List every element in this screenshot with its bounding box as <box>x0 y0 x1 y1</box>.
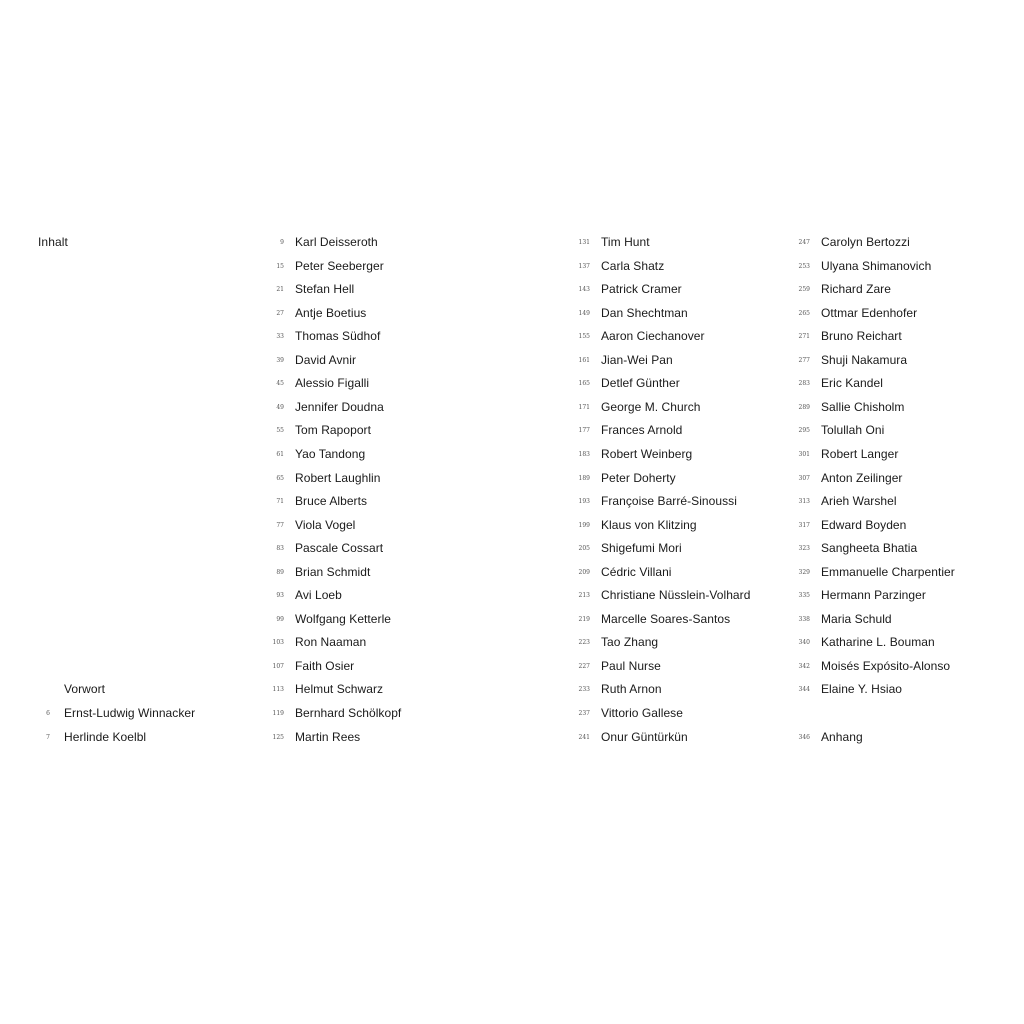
toc-page-number: 71 <box>276 498 284 506</box>
toc-entry-name: Antje Boetius <box>295 305 367 320</box>
toc-page-number: 125 <box>272 733 284 741</box>
toc-page-number: 301 <box>798 450 810 458</box>
toc-entry-name: Arieh Warshel <box>821 494 897 509</box>
toc-entry-name: Bruce Alberts <box>295 494 368 509</box>
toc-page-number: 344 <box>798 686 810 694</box>
toc-entry-name: Christiane Nüsslein-Volhard <box>601 588 751 603</box>
toc-page-number: 253 <box>798 262 810 270</box>
toc-page-number: 283 <box>798 380 810 388</box>
toc-entry-name: Klaus von Klitzing <box>601 517 697 532</box>
toc-page-number: 193 <box>578 498 590 506</box>
toc-entry-name: Tao Zhang <box>601 635 659 650</box>
toc-page-number: 205 <box>578 545 590 553</box>
toc-page-number: 237 <box>578 710 590 717</box>
toc-page-number: 213 <box>578 592 590 600</box>
toc-page-number: 295 <box>798 427 810 435</box>
toc-page-number: 77 <box>276 521 284 529</box>
toc-page-number: 227 <box>578 662 590 670</box>
toc-page-number: 55 <box>276 427 284 435</box>
toc-entry-name: Jian-Wei Pan <box>601 352 673 367</box>
toc-entry-name: Herlinde Koelbl <box>64 729 147 744</box>
toc-entry-name: Tolullah Oni <box>821 423 885 438</box>
toc-entry-name: Shigefumi Mori <box>601 541 682 556</box>
toc-entry-name: Onur Güntürkün <box>601 729 688 744</box>
toc-entry-name: Bernhard Schölkopf <box>295 706 402 720</box>
toc-entry-name: Wolfgang Ketterle <box>295 611 392 626</box>
toc-entry-name: Helmut Schwarz <box>295 682 384 697</box>
toc-entry-name: Ron Naaman <box>295 635 367 650</box>
toc-entry-name: Brian Schmidt <box>295 564 371 579</box>
toc-page-number: 89 <box>276 568 284 576</box>
toc-entry-name: Aaron Ciechanover <box>601 329 705 344</box>
toc-entry-name: David Avnir <box>295 352 357 367</box>
toc-entry-name: Marcelle Soares-Santos <box>601 611 731 626</box>
toc-entry-name: Yao Tandong <box>295 446 366 461</box>
toc-entry-name: Patrick Cramer <box>601 282 682 297</box>
toc-entry-name: Avi Loeb <box>295 588 342 603</box>
toc-page-number: 247 <box>798 239 810 246</box>
toc-page-number: 49 <box>276 403 284 411</box>
toc-entry-name: Robert Laughlin <box>295 470 381 485</box>
toc-entry-name: Eric Kandel <box>821 376 883 391</box>
toc-entry-name: Paul Nurse <box>601 658 661 673</box>
toc-entry-name: Faith Osier <box>295 658 355 673</box>
toc-page-number: 271 <box>798 333 810 341</box>
toc-page-number: 99 <box>276 615 284 623</box>
toc-page-number: 39 <box>276 356 284 364</box>
toc-entry-name: Edward Boyden <box>821 517 907 532</box>
toc-page-number: 313 <box>798 498 810 506</box>
toc-entry-name: Tom Rapoport <box>295 423 371 438</box>
toc-entry-name: Peter Doherty <box>601 470 676 485</box>
toc-page-number: 93 <box>276 592 284 600</box>
toc-page-number: 209 <box>578 568 590 576</box>
toc-page-number: 259 <box>798 286 810 294</box>
toc-entry-name: Anton Zeilinger <box>821 470 903 485</box>
toc-page-number: 340 <box>798 639 810 647</box>
toc-page-number: 83 <box>276 545 284 553</box>
toc-entry-name: Richard Zare <box>821 282 891 297</box>
toc-entry-name: Martin Rees <box>295 729 361 744</box>
toc-page-number: 45 <box>276 380 284 388</box>
toc-page-number: 277 <box>798 356 810 364</box>
toc-entry-name: Ottmar Edenhofer <box>821 305 918 320</box>
toc-page-number: 223 <box>578 639 590 647</box>
toc-page-number: 171 <box>578 403 590 411</box>
toc-page-number: 233 <box>578 686 590 694</box>
toc-page-number: 335 <box>798 592 810 600</box>
toc-page-number: 323 <box>798 545 810 553</box>
toc-entry-name: Ulyana Shimanovich <box>821 258 932 273</box>
toc-page-number: 338 <box>798 615 810 623</box>
toc-page-number: 21 <box>276 286 284 294</box>
toc-heading: Inhalt <box>38 235 68 249</box>
toc-page-number: 113 <box>272 686 284 694</box>
toc-entry-name: Ruth Arnon <box>601 682 662 697</box>
toc-page-number: 149 <box>578 309 590 317</box>
toc-entry-name: Robert Weinberg <box>601 446 693 461</box>
toc-entry-name: Sangheeta Bhatia <box>821 541 918 556</box>
toc-page-number: 199 <box>578 521 590 529</box>
toc-entry-name: Stefan Hell <box>295 282 355 297</box>
toc-entry-name: Vorwort <box>64 682 106 697</box>
toc-entry-name: Vittorio Gallese <box>601 706 683 720</box>
toc-entry-name: Maria Schuld <box>821 611 892 626</box>
toc-entry-name: Sallie Chisholm <box>821 399 905 414</box>
toc-entry-name: Françoise Barré-Sinoussi <box>601 494 737 509</box>
toc-page-number: 155 <box>578 333 590 341</box>
toc-page-number: 119 <box>272 710 284 717</box>
toc-page-number: 6 <box>46 710 50 717</box>
toc-entry-name: Tim Hunt <box>601 235 650 249</box>
toc-entry-name: Robert Langer <box>821 446 899 461</box>
toc-page-number: 143 <box>578 286 590 294</box>
toc-page-number: 65 <box>276 474 284 482</box>
toc-entry-name: Ernst-Ludwig Winnacker <box>64 706 196 720</box>
toc-entry-name: Cédric Villani <box>601 564 672 579</box>
toc-page-number: 7 <box>46 733 50 741</box>
toc-page-number: 342 <box>798 662 810 670</box>
toc-page-number: 33 <box>276 333 284 341</box>
toc-entry-name: Karl Deisseroth <box>295 235 378 249</box>
toc-page-number: 107 <box>272 662 284 670</box>
toc-entry-name: Peter Seeberger <box>295 258 384 273</box>
toc-page-number: 219 <box>578 615 590 623</box>
toc-page-number: 165 <box>578 380 590 388</box>
toc-page-number: 346 <box>798 733 810 741</box>
toc-entry-name: Viola Vogel <box>295 517 356 532</box>
toc-page-number: 9 <box>280 239 284 246</box>
toc-entry-name: Thomas Südhof <box>295 329 381 344</box>
toc-entry-name: George M. Church <box>601 399 701 414</box>
toc-page-number: 61 <box>276 450 284 458</box>
toc-entry-name: Katharine L. Bouman <box>821 635 935 650</box>
toc-entry-name: Shuji Nakamura <box>821 352 908 367</box>
toc-page-number: 329 <box>798 568 810 576</box>
toc-entry-name: Bruno Reichart <box>821 329 902 344</box>
toc-entry-name: Hermann Parzinger <box>821 588 926 603</box>
toc-entry-name: Carla Shatz <box>601 258 665 273</box>
toc-page-number: 241 <box>578 733 590 741</box>
toc-page-number: 177 <box>578 427 590 435</box>
toc-page-number: 131 <box>578 239 590 246</box>
toc-page-number: 161 <box>578 356 590 364</box>
toc-entry-name: Pascale Cossart <box>295 541 384 556</box>
toc-entry-name: Frances Arnold <box>601 423 683 438</box>
toc-entry-name: Carolyn Bertozzi <box>821 235 910 249</box>
toc-page-number: 289 <box>798 403 810 411</box>
toc-entry-name: Emmanuelle Charpentier <box>821 564 955 579</box>
toc-entry-name: Dan Shechtman <box>601 305 688 320</box>
toc-page-number: 183 <box>578 450 590 458</box>
toc-page-number: 103 <box>272 639 284 647</box>
toc-page-number: 137 <box>578 262 590 270</box>
toc-entry-name: Jennifer Doudna <box>295 399 384 414</box>
toc-page-number: 265 <box>798 309 810 317</box>
toc-page-number: 189 <box>578 474 590 482</box>
toc-page-number: 307 <box>798 474 810 482</box>
toc-page-number: 15 <box>276 262 284 270</box>
toc-entry-name: Moisés Expósito-Alonso <box>821 658 951 673</box>
toc-entry-name: Anhang <box>821 729 863 744</box>
toc-page-number: 317 <box>798 521 810 529</box>
toc-entry-name: Detlef Günther <box>601 376 680 391</box>
toc-page-number: 27 <box>276 309 284 317</box>
toc-entry-name: Alessio Figalli <box>295 376 370 391</box>
toc-entry-name: Elaine Y. Hsiao <box>821 682 903 697</box>
